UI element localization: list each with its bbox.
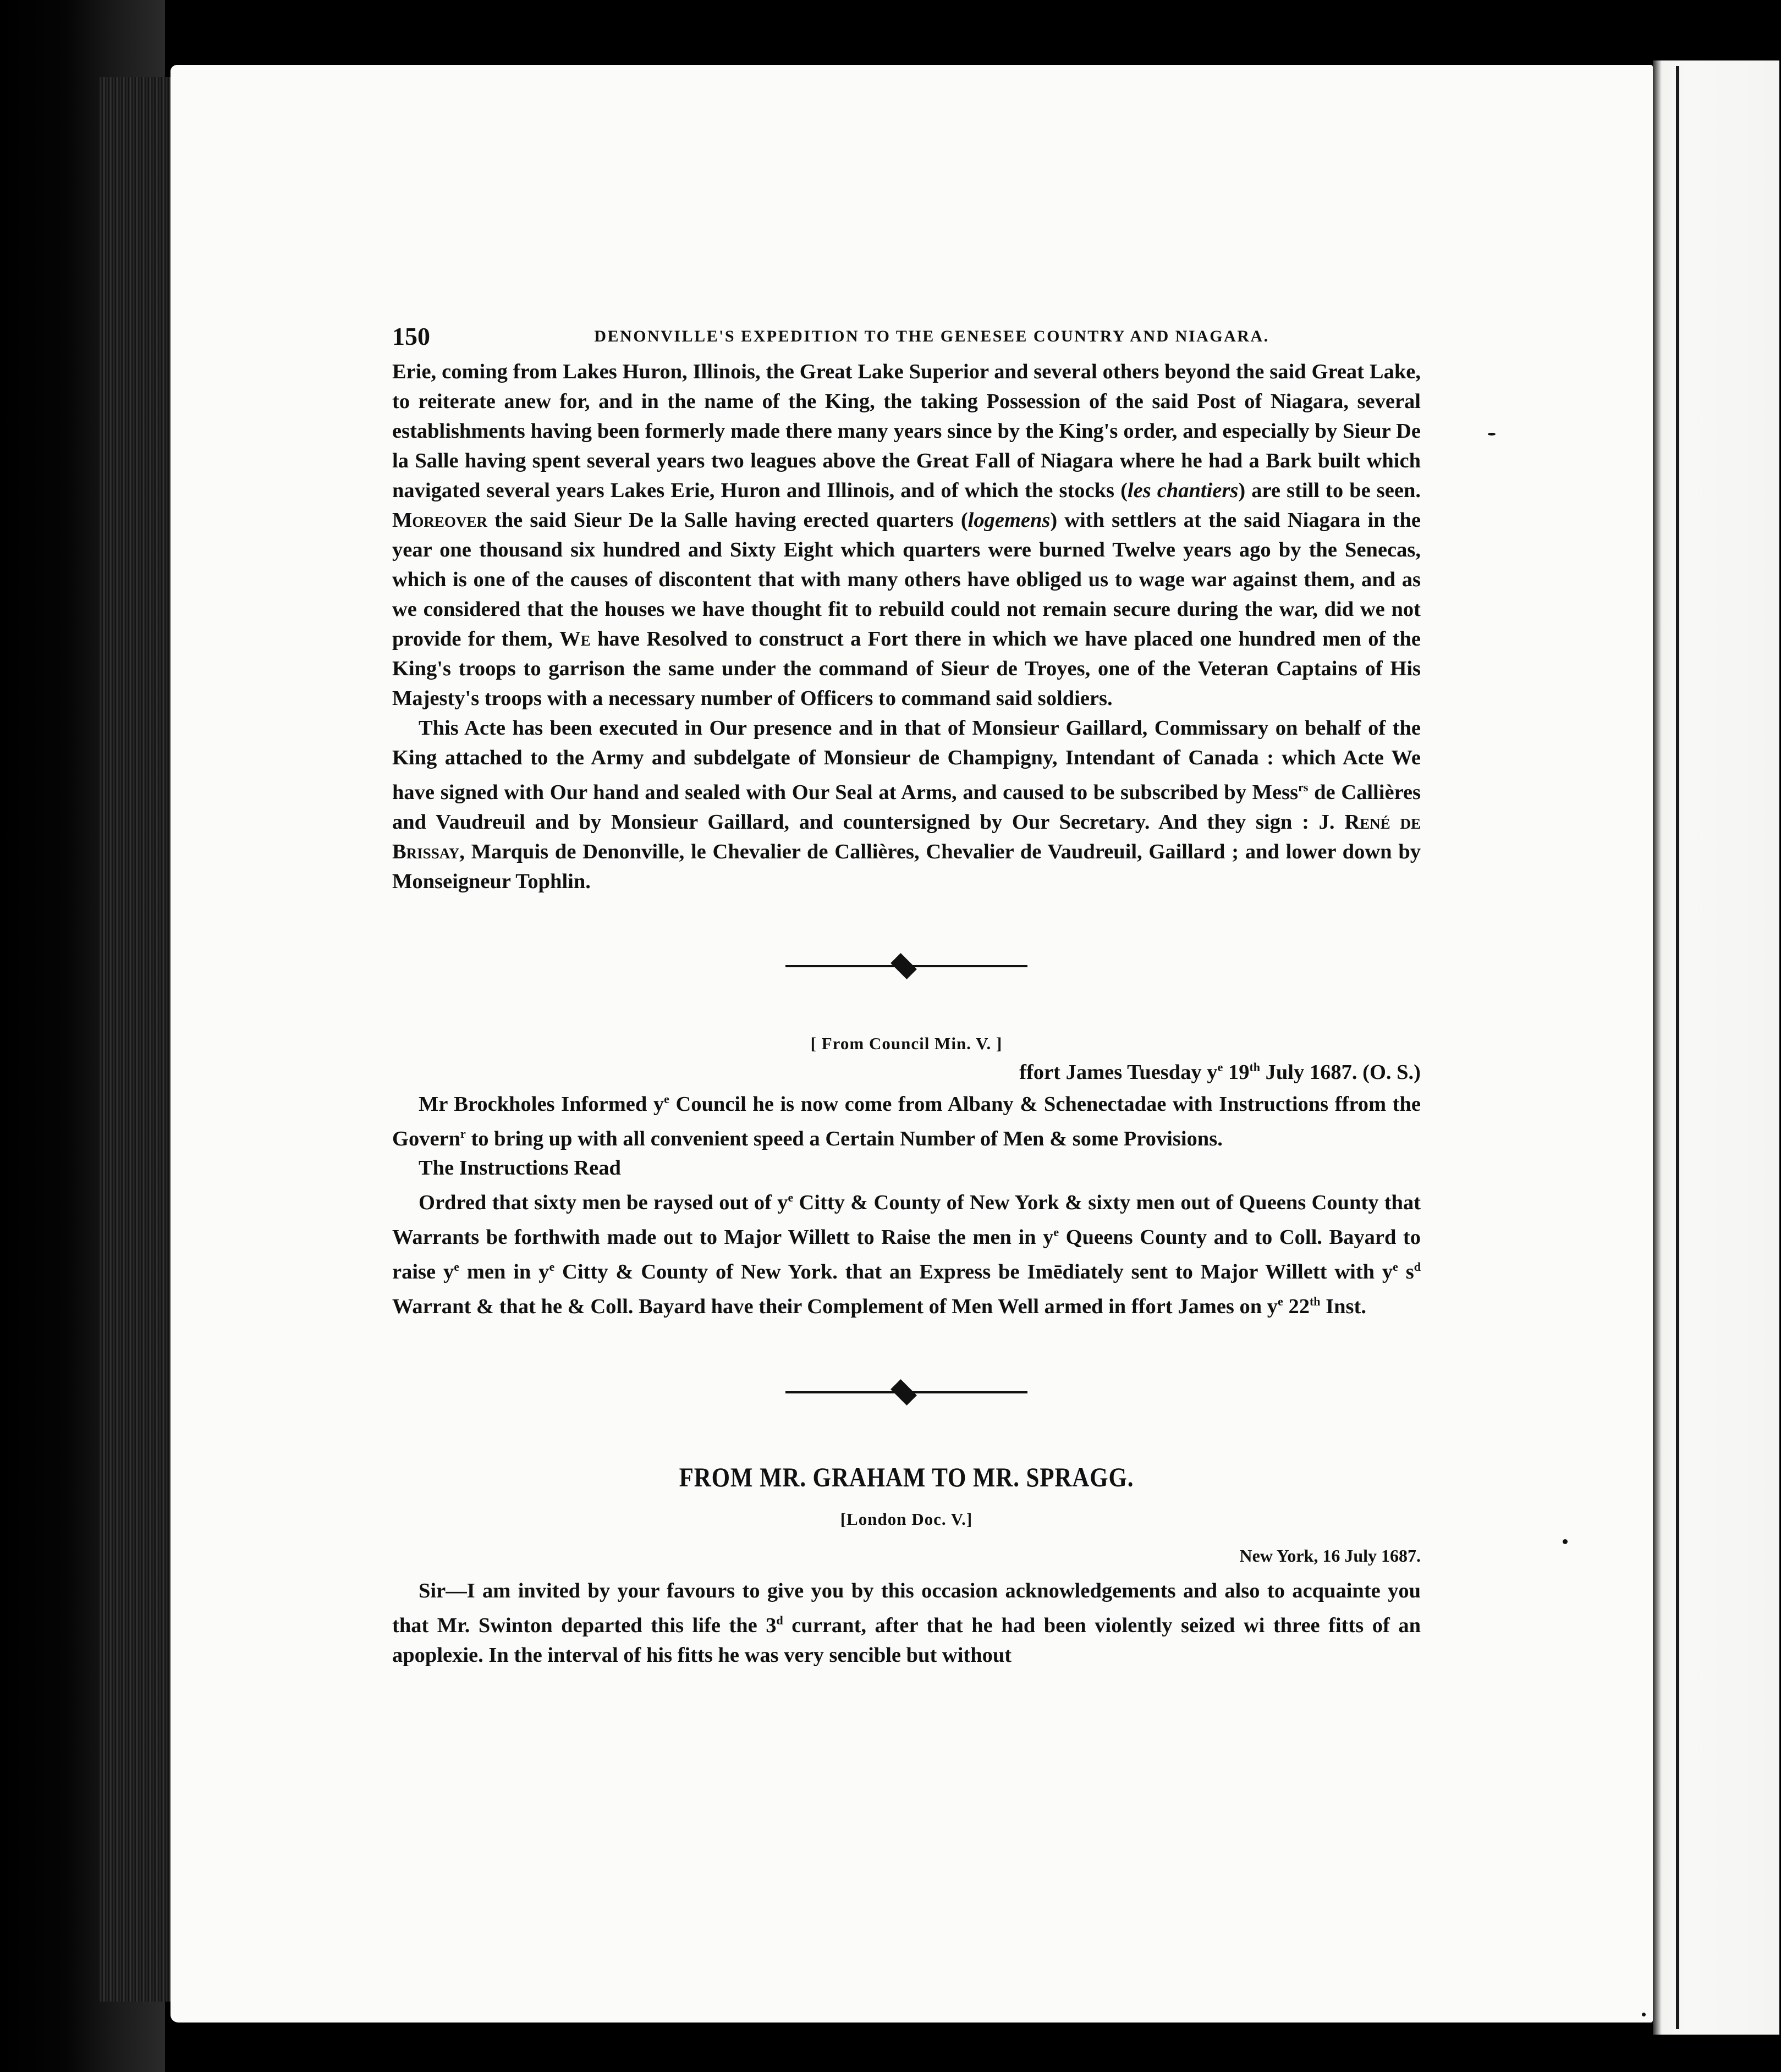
paragraph-instructions-read: The Instructions Read	[419, 1156, 621, 1180]
page-edges	[99, 77, 176, 2002]
running-title: DENONVILLE'S EXPEDITION TO THE GENESEE COUNTRY AND NIAGARA.	[594, 327, 1269, 345]
paragraph-letter-opening: Sir—I am invited by your favours to give you by this occasion acknowledgements and also to acquainte you that Mr. Swinton departed this life the 3$^d$ currant, after that he had been violently seized wi three fitts of an apoplexie. In the interval of his fitts he was very sencible but without	[392, 1579, 1421, 1667]
page-number: 150	[392, 322, 430, 350]
section-divider	[785, 1384, 1027, 1401]
paragraph-brockholes: Mr Brockholes Informed $y^e$ Council he is now come from Albany & Schenectadae with Instructions ffrom the Govern$^r$ to bring up with all convenient speed a Certain Number of Men & some Provisions.	[392, 1092, 1421, 1150]
dateline-new-york: New York, 16 July 1687.	[1239, 1545, 1421, 1566]
source-note-council: [ From Council Min. V. ]	[810, 1033, 1003, 1053]
paragraph-acte: This Acte has been executed in Our presence and in that of Monsieur Gaillard, Commissary on behalf of the King attached to the Army and subdelgate of Monsieur de Champigny, Intendant of Canada : which Acte We have signed with Our hand and sealed with Our Seal at Arms, and caused to be subscribed by Mess$^{rs}$ de Callières and Vaudreuil and by Monsieur Gaillard, and countersigned by Our Secretary. And they sign : J. René de Brissay, Marquis de Denonville, le Chevalier de Callières, Chevalier de Vaudreuil, Gaillard ; and lower down by Monseigneur Tophlin.	[392, 717, 1421, 893]
letter-heading: FROM MR. GRAHAM TO MR. SPRAGG.	[679, 1461, 1134, 1492]
source-note-london: [London Doc. V.]	[840, 1509, 973, 1529]
section-divider	[785, 958, 1027, 974]
paragraph-ordred: Ordred that sixty men be raysed out of $y^e$ Citty & County of New York & sixty men out of Queens County that Warrants be forthwith made out to Major Willett to Raise the men in $y^e$ Queens County and to Coll. Bayard to raise $y^e$ men in $y^e$ Citty & County of New York. that an Express be Imēdiately sent to Major Willett with $y^e$ $s^d$ Warrant & that he & Coll. Bayard have their Complement of Men Well armed in ffort James on $y^e$ 22th Inst.	[392, 1191, 1421, 1318]
next-page-edge	[1653, 60, 1779, 2035]
page-fold-line	[1676, 66, 1679, 2029]
paragraph-possession: Erie, coming from Lakes Huron, Illinois, the Great Lake Superior and several others beyond the said Great Lake, to reiterate anew for, and in the name of the King, the taking Possession of the said Post of Niagara, several establishments having been formerly made there many years since by the King's order, and especially by Sieur De la Salle having spent several years two leagues above the Great Fall of Niagara where he had a Bark built which navigated several years Lakes Erie, Huron and Illinois, and of which the stocks (les chantiers) are still to be seen. Moreover the said Sieur De la Salle having erected quarters (logemens) with settlers at the said Niagara in the year one thousand six hundred and Sixty Eight which quarters were burned Twelve years ago by the Senecas, which is one of the causes of discontent that with many others have obliged us to wage war against them, and as we considered that the houses we have thought fit to rebuild could not remain secure during the war, did we not provide for them, We have Resolved to construct a Fort there in which we have placed one hundred men of the King's troops to garrison the same under the command of Sieur de Troyes, one of the Veteran Captains of His Majesty's troops with a necessary number of Officers to command said soldiers.	[392, 360, 1421, 710]
dateline-fort-james: ffort James Tuesday $y^e$ 19th July 1687. (O. S.)	[1019, 1060, 1421, 1084]
page-content	[392, 322, 1421, 1670]
running-head	[392, 322, 1421, 355]
